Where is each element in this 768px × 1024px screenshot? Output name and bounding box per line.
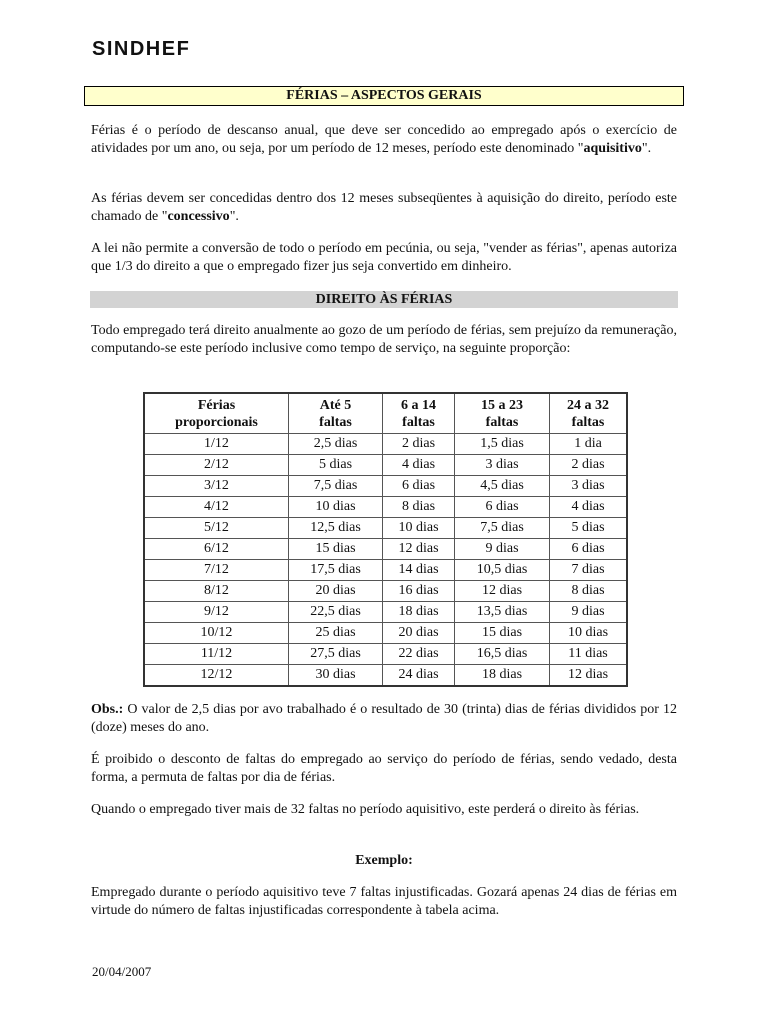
table-cell: 4/12	[144, 497, 289, 518]
table-cell: 5/12	[144, 518, 289, 539]
table-cell: 6 dias	[455, 497, 550, 518]
table-row	[144, 455, 627, 476]
table-cell: 8 dias	[383, 497, 455, 518]
table-cell: 9 dias	[550, 602, 628, 623]
table-cell: 2,5 dias	[289, 434, 383, 455]
table-row	[144, 623, 627, 644]
table-cell: 20 dias	[289, 581, 383, 602]
example-heading: Exemplo:	[355, 853, 413, 868]
table-cell: 7 dias	[550, 560, 628, 581]
table-cell: 2 dias	[383, 434, 455, 455]
table-cell: 13,5 dias	[455, 602, 550, 623]
table-row	[144, 476, 627, 497]
table-row	[144, 560, 627, 581]
table-cell: 11/12	[144, 644, 289, 665]
table-row	[144, 581, 627, 602]
desconto-paragraph: É proibido o desconto de faltas do empregado ao serviço do período de férias, sendo vedado, desta forma, a permuta de faltas por dia de férias.	[91, 752, 677, 785]
table-cell: 4,5 dias	[455, 476, 550, 497]
example-paragraph: Empregado durante o período aquisitivo teve 7 faltas injustificadas. Gozará apenas 24 dias de férias em virtude do número de faltas injustificadas correspondente à tabela acima.	[91, 885, 677, 918]
table-cell: 18 dias	[383, 602, 455, 623]
table-cell: 12 dias	[383, 539, 455, 560]
table-cell: 12 dias	[455, 581, 550, 602]
table-row	[144, 665, 627, 687]
table-cell: 8/12	[144, 581, 289, 602]
table-cell: 17,5 dias	[289, 560, 383, 581]
header-brand: SINDHEF	[92, 38, 191, 60]
table-cell: 3 dias	[550, 476, 628, 497]
table-cell: 7,5 dias	[289, 476, 383, 497]
intro-text-end: ".	[641, 141, 652, 156]
table-cell: 22 dias	[383, 644, 455, 665]
section-heading: DIREITO ÀS FÉRIAS	[90, 291, 678, 308]
table-cell: 8 dias	[550, 581, 628, 602]
term-concessivo: concessivo	[167, 209, 230, 224]
table-cell: 2 dias	[550, 455, 628, 476]
table-cell: 24 dias	[383, 665, 455, 687]
table-cell: 12,5 dias	[289, 518, 383, 539]
table-cell: 11 dias	[550, 644, 628, 665]
table-cell: 4 dias	[550, 497, 628, 518]
intro-paragraph-aquisitivo	[91, 122, 677, 158]
table-cell: 27,5 dias	[289, 644, 383, 665]
header-6-a-14-faltas: 6 a 14 faltas	[383, 393, 455, 434]
table-row	[144, 518, 627, 539]
table-cell: 12/12	[144, 665, 289, 687]
section-intro-paragraph: Todo empregado terá direito anualmente ao gozo de um período de férias, sem prejuízo da remuneração, computando-se este período inclusive como tempo de serviço, na seguinte proporção:	[91, 323, 677, 356]
obs-paragraph	[91, 701, 677, 737]
vacation-proportion-table	[143, 392, 628, 687]
header-24-a-32-faltas: 24 a 32 faltas	[550, 393, 628, 434]
table-cell: 22,5 dias	[289, 602, 383, 623]
header-15-a-23-faltas: 15 a 23 faltas	[455, 393, 550, 434]
table-cell: 5 dias	[550, 518, 628, 539]
table-cell: 15 dias	[289, 539, 383, 560]
table-cell: 9/12	[144, 602, 289, 623]
table-cell: 10,5 dias	[455, 560, 550, 581]
table-cell: 3 dias	[455, 455, 550, 476]
page-title: FÉRIAS – ASPECTOS GERAIS	[84, 86, 684, 106]
header-ferias-proporcionais: Férias proporcionais	[144, 393, 289, 434]
perda-paragraph: Quando o empregado tiver mais de 32 faltas no período aquisitivo, este perderá o direito às férias.	[91, 802, 640, 817]
table-row	[144, 434, 627, 455]
table-row	[144, 644, 627, 665]
intro-text: Férias é o período de descanso anual, que deve ser concedido ao empregado após o exercício de atividades por um ano, ou seja, por um período de 12 meses, período este denominado "	[91, 123, 677, 156]
table-cell: 25 dias	[289, 623, 383, 644]
table-cell: 4 dias	[383, 455, 455, 476]
table-cell: 1 dia	[550, 434, 628, 455]
table-cell: 5 dias	[289, 455, 383, 476]
table-cell: 7,5 dias	[455, 518, 550, 539]
table-cell: 2/12	[144, 455, 289, 476]
table-cell: 10 dias	[289, 497, 383, 518]
table-cell: 18 dias	[455, 665, 550, 687]
table-cell: 7/12	[144, 560, 289, 581]
table-header-row	[144, 393, 627, 434]
table-cell: 10 dias	[383, 518, 455, 539]
table-cell: 15 dias	[455, 623, 550, 644]
concessivo-text-end: ".	[229, 209, 239, 224]
table-row	[144, 539, 627, 560]
table-cell: 10 dias	[550, 623, 628, 644]
intro-paragraph-concessivo	[91, 190, 677, 226]
table-cell: 12 dias	[550, 665, 628, 687]
table-row	[144, 602, 627, 623]
header-ate-5-faltas: Até 5 faltas	[289, 393, 383, 434]
intro-paragraph-pecunia: A lei não permite a conversão de todo o período em pecúnia, ou seja, "vender as férias", apenas autoriza que 1/3 do direito a que o empregado fizer jus seja convertido em dinheiro.	[91, 241, 677, 274]
footer-date: 20/04/2007	[92, 964, 152, 979]
table-cell: 3/12	[144, 476, 289, 497]
table-row	[144, 497, 627, 518]
table-cell: 14 dias	[383, 560, 455, 581]
table-cell: 9 dias	[455, 539, 550, 560]
table-cell: 6/12	[144, 539, 289, 560]
table-cell: 1/12	[144, 434, 289, 455]
table-cell: 10/12	[144, 623, 289, 644]
obs-label: Obs.:	[91, 702, 124, 717]
table-cell: 6 dias	[550, 539, 628, 560]
table-cell: 16 dias	[383, 581, 455, 602]
term-aquisitivo: aquisitivo	[583, 141, 642, 156]
table-cell: 16,5 dias	[455, 644, 550, 665]
obs-text: O valor de 2,5 dias por avo trabalhado é o resultado de 30 (trinta) dias de férias divididos por 12 (doze) meses do ano.	[91, 702, 677, 735]
table-cell: 6 dias	[383, 476, 455, 497]
table-cell: 20 dias	[383, 623, 455, 644]
table-cell: 30 dias	[289, 665, 383, 687]
concessivo-text: As férias devem ser concedidas dentro dos 12 meses subseqüentes à aquisição do direito, período este chamado de "	[91, 191, 677, 224]
table-cell: 1,5 dias	[455, 434, 550, 455]
